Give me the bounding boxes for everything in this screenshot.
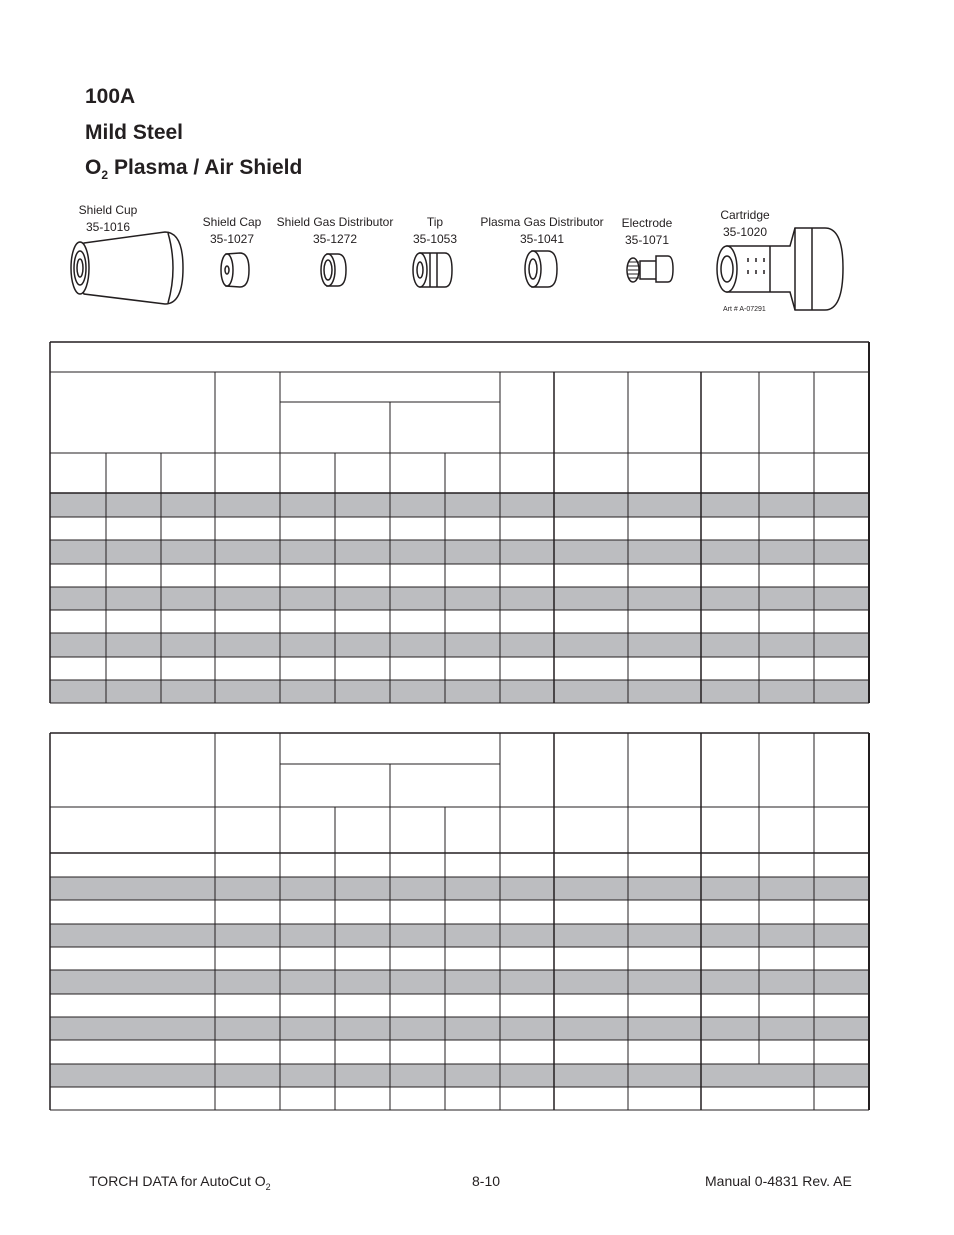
table2-shaded-row (50, 970, 869, 994)
gas-subscript: 2 (101, 168, 109, 182)
part-number: 35-1053 (412, 232, 458, 246)
table1-shaded-row (50, 680, 869, 703)
part-name: Cartridge (720, 208, 770, 222)
art-number: Art # A-07291 (723, 306, 766, 313)
footer-page-number: 8-10 (472, 1173, 501, 1189)
part-name: Shield Cap (202, 215, 262, 229)
footer-section-title (89, 1173, 271, 1192)
gas-symbol: O (85, 156, 102, 179)
table1-shaded-row (50, 493, 869, 517)
footer-title-subscript: 2 (265, 1182, 271, 1192)
part-name: Electrode (621, 216, 673, 230)
part-number: 35-1041 (519, 232, 565, 246)
part-number: 35-1272 (312, 232, 358, 246)
footer-manual-revision: Manual 0-4831 Rev. AE (705, 1173, 852, 1189)
part-name: Shield Cup (78, 203, 138, 217)
table1-shaded-row (50, 540, 869, 564)
part-name: Shield Gas Distributor (276, 215, 394, 229)
part-name: Plasma Gas Distributor (480, 215, 604, 229)
table2-shaded-row (50, 924, 869, 947)
part-number: 35-1016 (85, 220, 131, 234)
table2-shaded-row (50, 877, 869, 900)
part-number: 35-1027 (209, 232, 255, 246)
part-number: 35-1071 (624, 233, 670, 247)
gas-description: Plasma / Air Shield (114, 156, 303, 179)
table1-shaded-row (50, 587, 869, 610)
part-number: 35-1020 (722, 225, 768, 239)
material-title: Mild Steel (85, 121, 184, 144)
amperage-title: 100A (85, 85, 136, 108)
table2-shaded-row (50, 1017, 869, 1040)
table2-shaded-row (50, 1064, 869, 1087)
part-name: Tip (426, 215, 444, 229)
footer-title-text: TORCH DATA for AutoCut O (89, 1173, 266, 1189)
table1-shaded-row (50, 633, 869, 657)
